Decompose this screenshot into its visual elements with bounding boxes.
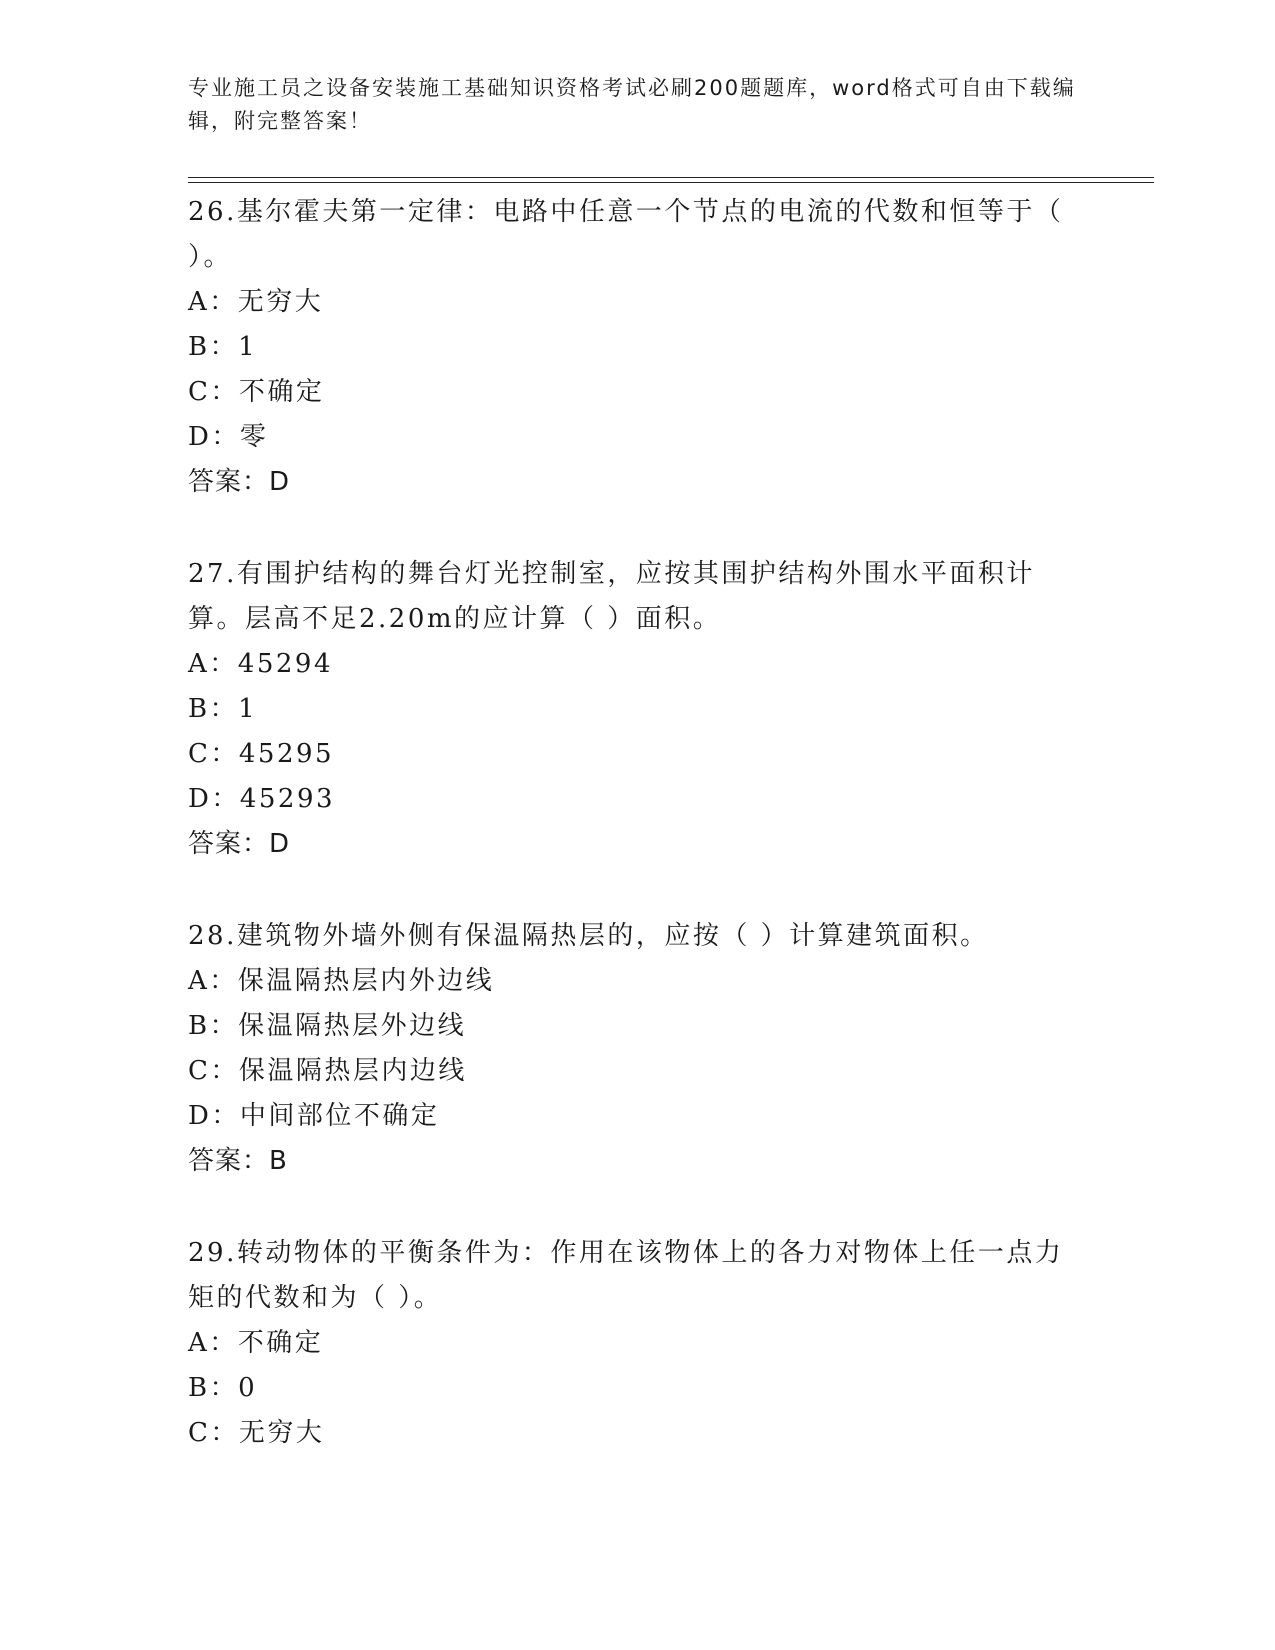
question-list [188, 190, 1088, 1503]
question-26 [188, 190, 1088, 505]
question-28 [188, 914, 1088, 1184]
question-stem: 28.建筑物外墙外侧有保温隔热层的，应按（ ）计算建筑面积。 [188, 921, 989, 951]
option-b: B：1 [188, 332, 258, 362]
option-a: A：保温隔热层内外边线 [188, 966, 495, 996]
title-divider-bottom [188, 182, 1154, 183]
option-a: A：不确定 [188, 1328, 324, 1358]
option-c: C：无穷大 [188, 1418, 325, 1448]
title-divider-top [188, 177, 1154, 178]
option-b: B：1 [188, 694, 258, 724]
answer-line: 答案：D [188, 467, 291, 497]
document-title: 专业施工员之设备安装施工基础知识资格考试必刷200题题库，word格式可自由下载编辑，附完整答案！ [188, 76, 1076, 133]
question-stem: 26.基尔霍夫第一定律：电路中任意一个节点的电流的代数和恒等于（ ）。 [188, 197, 1064, 272]
question-stem: 27.有围护结构的舞台灯光控制室，应按其围护结构外围水平面积计算。层高不足2.20m的应计算（ ）面积。 [188, 559, 1035, 634]
question-27 [188, 552, 1088, 867]
answer-line: 答案：D [188, 829, 291, 859]
option-c: C：保温隔热层内边线 [188, 1056, 467, 1086]
option-b: B：保温隔热层外边线 [188, 1011, 467, 1041]
option-d: D：45293 [188, 784, 336, 814]
question-stem: 29.转动物体的平衡条件为：作用在该物体上的各力对物体上任一点力矩的代数和为（ ）。 [188, 1238, 1064, 1313]
option-d: D：中间部位不确定 [188, 1101, 440, 1131]
option-d: D：零 [188, 422, 269, 452]
question-29 [188, 1231, 1088, 1456]
option-a: A：无穷大 [188, 287, 324, 317]
answer-line: 答案：B [188, 1146, 288, 1176]
option-b: B：0 [188, 1373, 258, 1403]
option-c: C：不确定 [188, 377, 325, 407]
option-a: A：45294 [188, 649, 333, 679]
option-c: C：45295 [188, 739, 335, 769]
